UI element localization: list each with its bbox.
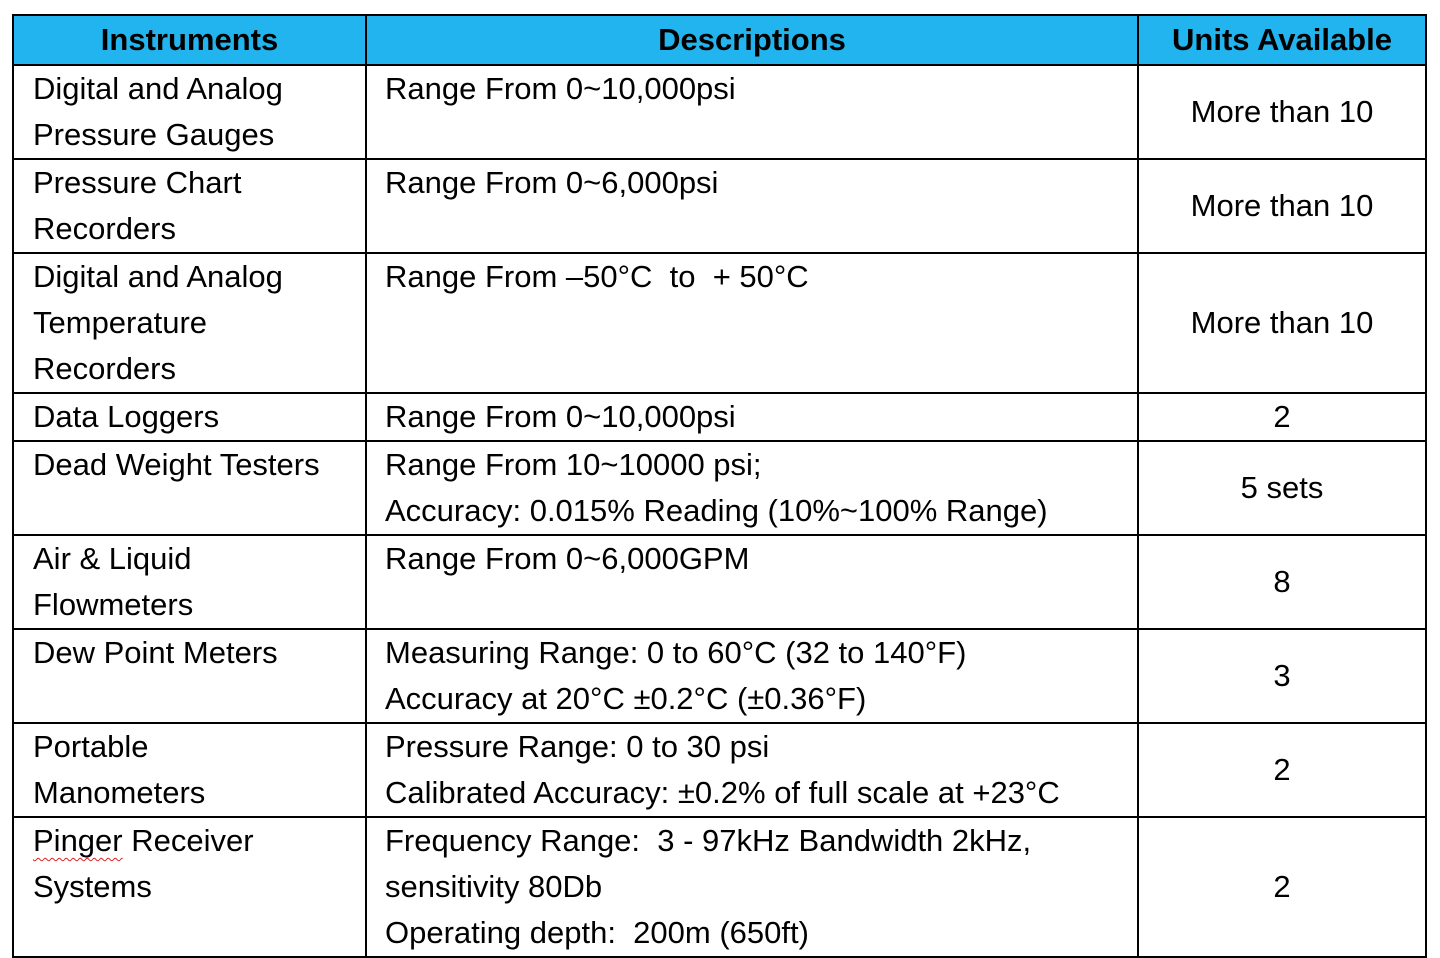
instrument-text: Recorders bbox=[33, 211, 176, 246]
table-row bbox=[13, 629, 1426, 723]
instrument-text: Dew Point Meters bbox=[33, 635, 278, 670]
description-text: Accuracy at 20°C ±0.2°C (±0.36°F) bbox=[385, 681, 867, 716]
table-header-row bbox=[13, 15, 1426, 65]
units-cell: More than 10 bbox=[1138, 159, 1426, 253]
units-cell: More than 10 bbox=[1138, 253, 1426, 393]
description-cell bbox=[366, 441, 1138, 535]
table-row bbox=[13, 159, 1426, 253]
description-text: Range From 0~10,000psi bbox=[385, 399, 736, 434]
instrument-text: Dead Weight Testers bbox=[33, 447, 320, 482]
instrument-cell bbox=[13, 253, 366, 393]
instrument-text: Pressure Chart bbox=[33, 165, 242, 200]
instrument-text: Systems bbox=[33, 869, 152, 904]
units-cell: 5 sets bbox=[1138, 441, 1426, 535]
description-text: Operating depth: 200m (650ft) bbox=[385, 915, 809, 950]
instrument-text: Temperature bbox=[33, 305, 208, 340]
instrument-cell bbox=[13, 629, 366, 723]
instrument-cell bbox=[13, 393, 366, 441]
description-cell bbox=[366, 253, 1138, 393]
units-cell: 2 bbox=[1138, 393, 1426, 441]
instrument-cell bbox=[13, 535, 366, 629]
units-cell: 2 bbox=[1138, 723, 1426, 817]
instrument-text: Air & Liquid bbox=[33, 541, 192, 576]
instrument-text: Pressure Gauges bbox=[33, 117, 275, 152]
description-text: Range From 0~10,000psi bbox=[385, 71, 736, 106]
header-units-available: Units Available bbox=[1138, 15, 1426, 65]
description-text: Range From –50°C to + 50°C bbox=[385, 259, 809, 294]
description-text: Range From 0~6,000psi bbox=[385, 165, 719, 200]
header-descriptions: Descriptions bbox=[366, 15, 1138, 65]
description-text: Range From 10~10000 psi; bbox=[385, 447, 762, 482]
description-cell bbox=[366, 393, 1138, 441]
instrument-cell bbox=[13, 817, 366, 957]
description-text: Measuring Range: 0 to 60°C (32 to 140°F) bbox=[385, 635, 967, 670]
instrument-cell bbox=[13, 159, 366, 253]
instrument-text: Manometers bbox=[33, 775, 206, 810]
table-row bbox=[13, 65, 1426, 159]
instrument-text: Flowmeters bbox=[33, 587, 194, 622]
table-row bbox=[13, 253, 1426, 393]
units-cell: 3 bbox=[1138, 629, 1426, 723]
units-cell: 2 bbox=[1138, 817, 1426, 957]
description-text: Pressure Range: 0 to 30 psi bbox=[385, 729, 770, 764]
description-cell bbox=[366, 817, 1138, 957]
table-row bbox=[13, 441, 1426, 535]
instrument-text: Recorders bbox=[33, 351, 176, 386]
units-cell: 8 bbox=[1138, 535, 1426, 629]
spellcheck-marked-word[interactable]: Pinger bbox=[33, 823, 123, 858]
header-instruments: Instruments bbox=[13, 15, 366, 65]
table-row bbox=[13, 817, 1426, 957]
description-text: sensitivity 80Db bbox=[385, 869, 603, 904]
description-text: Accuracy: 0.015% Reading (10%~100% Range) bbox=[385, 493, 1048, 528]
description-cell bbox=[366, 159, 1138, 253]
description-cell bbox=[366, 65, 1138, 159]
instrument-text: Digital and Analog bbox=[33, 71, 283, 106]
instrument-cell bbox=[13, 65, 366, 159]
instrument-cell bbox=[13, 723, 366, 817]
description-cell bbox=[366, 629, 1138, 723]
units-cell: More than 10 bbox=[1138, 65, 1426, 159]
instruments-table-container bbox=[12, 14, 1425, 958]
instrument-text: Digital and Analog bbox=[33, 259, 283, 294]
instrument-text: Data Loggers bbox=[33, 399, 220, 434]
description-text: Calibrated Accuracy: ±0.2% of full scale at +23°C bbox=[385, 775, 1060, 810]
description-text: Range From 0~6,000GPM bbox=[385, 541, 750, 576]
instrument-text-spellcheck bbox=[33, 818, 357, 864]
table-row bbox=[13, 393, 1426, 441]
instrument-text-rest: Receiver bbox=[122, 823, 254, 858]
table-row bbox=[13, 535, 1426, 629]
description-cell bbox=[366, 535, 1138, 629]
description-cell bbox=[366, 723, 1138, 817]
instrument-text: Portable bbox=[33, 729, 149, 764]
instruments-table bbox=[12, 14, 1427, 958]
instrument-cell bbox=[13, 441, 366, 535]
table-row bbox=[13, 723, 1426, 817]
description-text: Frequency Range: 3 - 97kHz Bandwidth 2kHz, bbox=[385, 823, 1032, 858]
